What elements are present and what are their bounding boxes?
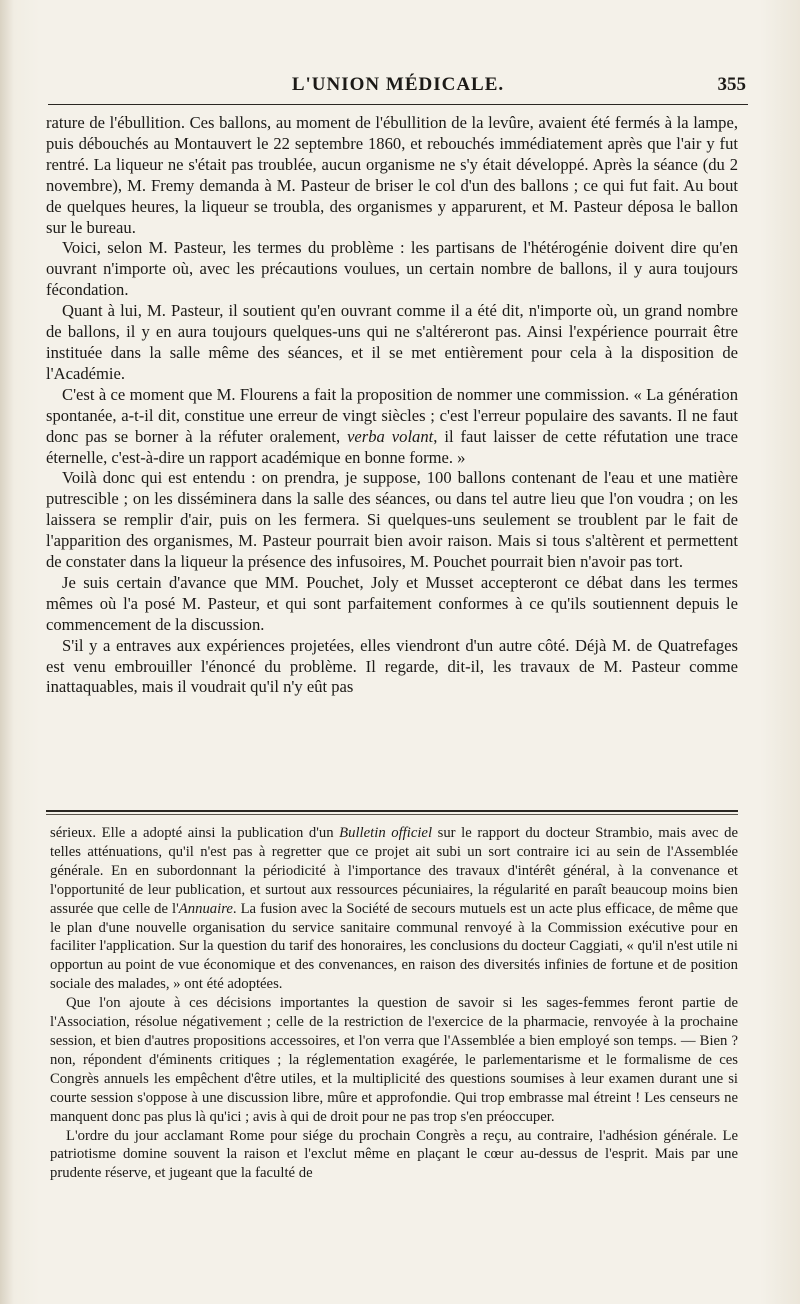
header-rule [48, 104, 748, 105]
main-text [46, 113, 738, 698]
section-separator-thin [46, 814, 738, 815]
text-run: C'est à ce moment que M. Flourens a fait la proposition de nommer une commission. « La génération spontanée, a-t-il dit, constitue une erreur de vingt siècles ; c'est l'erreur populaire des savants. Il ne faut donc pas se borner à la réfuter oralement, [46, 384, 738, 446]
text-run: . La fusion avec la Société de secours mutuels est un acte plus efficace, de même que le plan d'une nouvelle organisation du service sanitaire communal renvoyé à la Commission exécutive pour en faciliter l'application. Sur la question du tarif des honoraires, les conclusions du docteur Caggiati, « qu'il n'est utile ni opportun au point de vue économique et des convenances, en raison des diversités infinies de fortune et de position sociale des malades, » ont été adoptées. [50, 900, 738, 993]
italic-phrase: Bulletin officiel [339, 825, 433, 841]
paragraph: Voici, selon M. Pasteur, les termes du problème : les partisans de l'hétérogénie doivent dire qu'en ouvrant n'importe où, avec les précautions voulues, un certain nombre de ballons, il y aura toujours fécondation. [46, 238, 738, 300]
paragraph: S'il y a entraves aux expériences projetées, elles viendront d'un autre côté. Déjà M. de Quatrefages est venu embrouiller l'énoncé du problème. Il regarde, dit-il, les travaux de M. Pasteur comme inattaquables, mais il voudrait qu'il n'y eût pas [46, 635, 738, 697]
italic-phrase: Annuaire [178, 900, 233, 917]
paragraph: Voilà donc qui est entendu : on prendra, je suppose, 100 ballons contenant de l'eau et une matière putrescible ; on les disséminera dans la salle des séances, ou dans tel autre lieu que l'on voudra ; on les laissera se remplir d'air, puis on les fermera. Si quelques-uns seulement se troublent par le fait de l'apparition des organismes, M. Pasteur pourrait bien avoir raison. Mais si tous s'altèrent et permettent de constater dans la liqueur la présence des infusoires, M. Pouchet pourrait bien n'avoir pas tort. [46, 468, 738, 572]
section-separator [46, 810, 738, 812]
paragraph: rature de l'ébullition. Ces ballons, au moment de l'ébullition de la levûre, avaient été fermés à la lampe, puis débouchés au Montauvert le 22 septembre 1860, et rebouchés immédiatement après que l'air y fut rentré. La liqueur ne s'était pas troublée, aucun organisme ne s'y était développé. Après la séance (du 2 novembre), M. Fremy demanda à M. Pasteur de briser le col d'un des ballons ; ce qui fut fait. Au bout de quelques heures, la liqueur se troubla, des organismes y apparurent, et M. Pasteur déposa le ballon sur le bureau. [46, 113, 738, 237]
running-title: L'UNION MÉDICALE. [291, 74, 505, 95]
italic-phrase: verba volant [347, 426, 434, 446]
paragraph: Quant à lui, M. Pasteur, il soutient qu'en ouvrant comme il a été dit, n'importe où, un grand nombre de ballons, il y en aura toujours quelques-uns qui ne s'altéreront pas. Ainsi l'expérience pourrait être instituée dans la salle même des séances, et il se met entièrement pour cela à la disposition de l'Académie. [46, 301, 738, 383]
page-header [48, 70, 748, 100]
text-run: , il faut laisser de cette réfutation une trace éternelle, c'est-à-dire un rapport académique en bonne forme. » [46, 426, 738, 467]
page-number: 355 [717, 74, 746, 95]
paragraph [50, 824, 738, 994]
text-run: sérieux. Elle a adopté ainsi la publication d'un [50, 825, 340, 841]
paragraph [46, 385, 738, 469]
paragraph: Je suis certain d'avance que MM. Pouchet, Joly et Musset accepteront ce débat dans les termes mêmes où l'a posé M. Pasteur, et qui sont parfaitement conformes à ce qu'ils soutiennent depuis le commencement de la discussion. [46, 572, 738, 634]
paragraph: L'ordre du jour acclamant Rome pour siége du prochain Congrès a reçu, au contraire, l'adhésion générale. Le patriotisme domine souvent la raison et l'exclut même en plaçant le cœur au-dessus de l'esprit. Mais par une prudente réserve, et jugeant que la faculté de [50, 1127, 738, 1182]
feuilleton-text [50, 824, 738, 1183]
paragraph: Que l'on ajoute à ces décisions importantes la question de savoir si les sages-femmes feront partie de l'Association, résolue négativement ; celle de la restriction de l'exercice de la pharmacie, renvoyée à la prochaine session, et bien d'autres propositions accessoires, et l'on verra que l'Assemblée a bien employé son temps. — Bien ? non, répondent d'éminents critiques ; la réglementation exagérée, le parlementarisme et le formalisme de ces Congrès annuels les empêchent d'être utiles, et la multiplicité des questions soumises à leur examen durant une si courte session s'oppose à une discussion libre, mûre et approfondie. Qui trop embrasse mal étreint ! Les censeurs ne manquent donc pas plus là qu'ici ; avis à qui de droit pour ne pas trop s'en préoccuper. [50, 995, 738, 1125]
text-run: sur le rapport du docteur Strambio, mais avec de telles atténuations, qu'il n'est pas à regretter que ce projet ait subi un sort contraire ici au sein de l'Assemblée générale. En en subordonnant la périodicité à l'importance des travaux d'intérêt général, à la convenance et l'opportunité de leur publication, et surtout aux ressources pécuniaires, la régularité en paraît beaucoup moins bien assurée que celle de l' [50, 825, 738, 917]
